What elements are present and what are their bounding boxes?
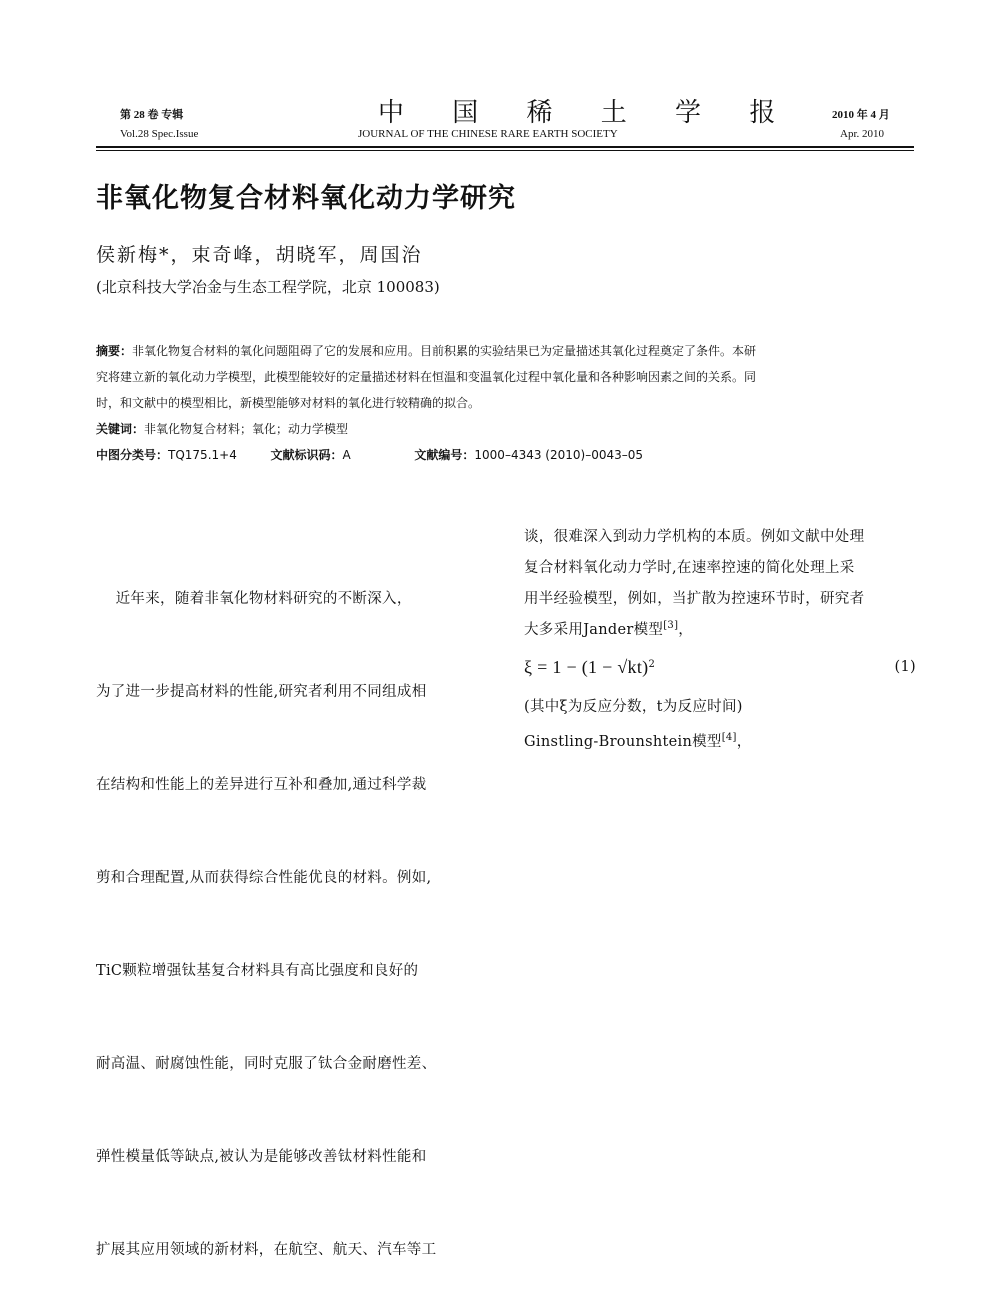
abstract-line-2: 究将建立新的氧化动力学模型，此模型能较好的定量描述材料在恒温和变温氧化过程中氧化量和各种影响因素之间的关系。同: [96, 370, 757, 384]
left-line-8: 扩展其应用领域的新材料，在航空、航天、汽车等工: [96, 1242, 437, 1258]
citation-3: [3]: [663, 620, 679, 632]
abstract-label: 摘要：: [96, 344, 133, 358]
equation-number: (1): [894, 659, 916, 675]
keywords-line: [96, 416, 916, 442]
journal-title-en: JOURNAL OF THE CHINESE RARE EARTH SOCIETY: [358, 128, 618, 140]
citation-4: [4]: [721, 732, 737, 744]
keywords: 非氧化物复合材料；氧化；动力学模型: [144, 422, 349, 436]
equation-expression: ξ = 1 − (1 − √kt): [524, 657, 649, 677]
equation-exponent: 2: [648, 659, 656, 671]
right-line-4: 大多采用Jander模型[3]，: [524, 620, 694, 638]
left-line-2: 为了进一步提高材料的性能,研究者利用不同组成相: [96, 684, 427, 700]
doccode-value: A: [342, 448, 351, 462]
right-column: [524, 522, 916, 758]
date-en: Apr. 2010: [840, 128, 884, 140]
article-affiliation: (北京科技大学冶金与生态工程学院，北京 100083): [96, 278, 440, 296]
abstract: [96, 338, 916, 468]
left-line-5: TiC颗粒增强钛基复合材料具有高比强度和良好的: [96, 963, 419, 979]
articleno-label: 文献编号：: [414, 448, 475, 462]
abstract-line-3: 时，和文献中的模型相比，新模型能够对材料的氧化进行较精确的拟合。: [96, 396, 481, 410]
header-rule-thick: [96, 146, 914, 148]
equation-1: [524, 646, 916, 688]
article-authors: 侯新梅*，束奇峰，胡晓军，周国治: [96, 244, 423, 266]
left-line-4: 剪和合理配置,从而获得综合性能优良的材料。例如,: [96, 870, 432, 886]
left-line-1: 近年来，随着非氧化物材料研究的不断深入，: [96, 591, 412, 607]
doccode-label: 文献标识码：: [270, 448, 343, 462]
journal-title-cn: 中 国 稀 土 学 报: [378, 98, 796, 128]
clc-label: 中图分类号：: [96, 448, 169, 462]
clc-value: TQ175.1+4: [168, 448, 237, 462]
left-line-3: 在结构和性能上的差异进行互补和叠加,通过科学裁: [96, 777, 427, 793]
right-line-1: 谈，很难深入到动力学机构的本质。例如文献中处理: [524, 529, 865, 545]
left-line-6: 耐高温、耐腐蚀性能，同时克服了钛合金耐磨性差、: [96, 1056, 437, 1072]
right-line-2: 复合材料氧化动力学时,在速率控速的简化处理上采: [524, 560, 855, 576]
articleno-value: 1000–4343 (2010)–0043–05: [474, 448, 644, 462]
abstract-line-1: 摘要：非氧化物复合材料的氧化问题阻碍了它的发展和应用。目前积累的实验结果已为定量描述其氧化过程奠定了条件。本研: [96, 344, 757, 358]
header-rule-thin: [96, 150, 914, 151]
left-column: [96, 522, 496, 1297]
right-line-last: Ginstling-Brounshtein模型[4]，: [524, 732, 752, 750]
article-title: 非氧化物复合材料氧化动力学研究: [96, 183, 516, 214]
left-line-7: 弹性模量低等缺点,被认为是能够改善钛材料性能和: [96, 1149, 427, 1165]
volume-en: Vol.28 Spec.Issue: [120, 128, 199, 140]
equation-note: (其中ξ为反应分数，t为反应时间): [524, 699, 743, 715]
keywords-label: 关键词：: [96, 422, 145, 436]
volume-cn: 第 28 卷 专辑: [120, 109, 184, 121]
classification-line: [96, 442, 916, 468]
date-cn: 2010 年 4 月: [832, 109, 890, 121]
right-line-3: 用半经验模型，例如，当扩散为控速环节时，研究者: [524, 591, 865, 607]
